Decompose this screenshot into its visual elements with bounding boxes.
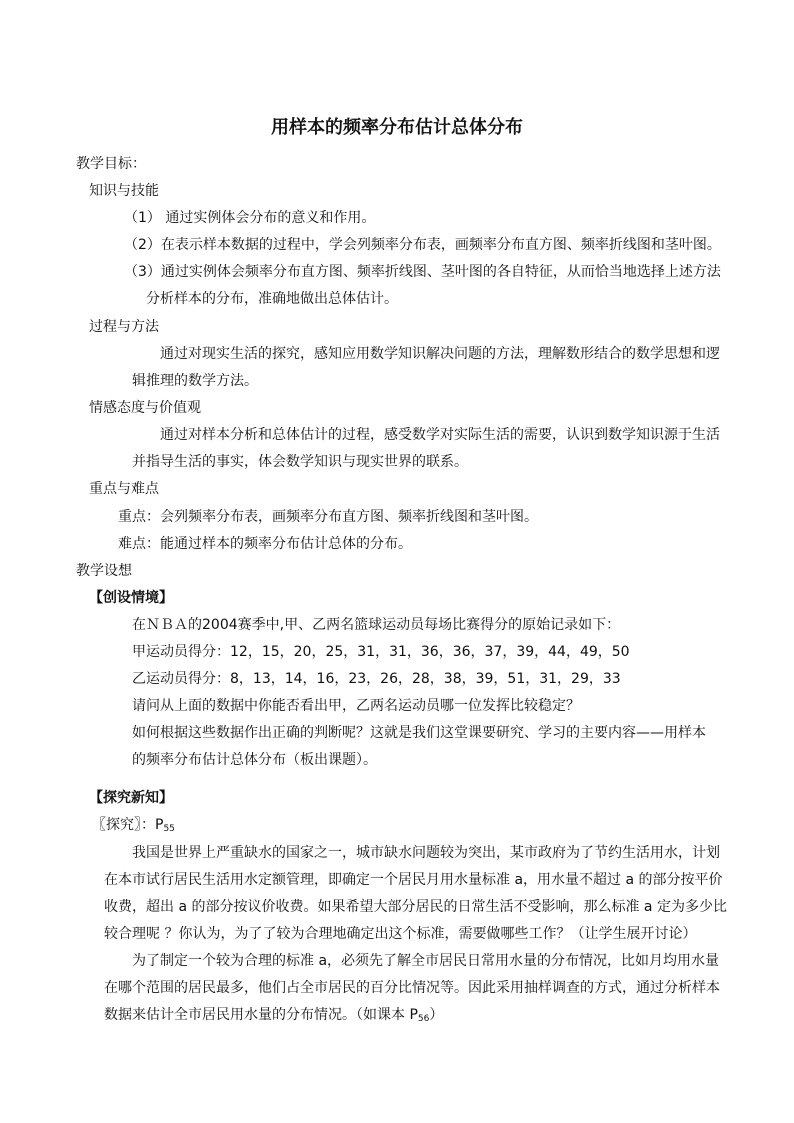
scenario-line-6: 的频率分布估计总体分布（板出课题）。 — [132, 752, 377, 768]
attitude-line-1: 通过对样本分析和总体估计的过程，感受数学对实际生活的需要，认识到数学知识源于生活 — [160, 427, 720, 443]
scenario-line-5: 如何根据这些数据作出正确的判断呢？这就是我们这堂课要研究、学习的主要内容——用样本 — [132, 725, 706, 741]
process-line-2: 辑推理的数学方法。 — [132, 373, 258, 389]
focus-difficulty: 难点：能通过样本的频率分布估计总体的分布。 — [118, 536, 412, 552]
knowledge-item-3-cont: 分析样本的分布，准确地做出总体估计。 — [146, 291, 398, 307]
process-line-1: 通过对现实生活的探究，感知应用数学知识解决问题的方法，理解数形结合的数学思想和逻 — [160, 346, 720, 362]
explore-label — [92, 816, 175, 838]
explore-para1-line-4: 较合理呢 ？你认为，为了了较为合理地确定出这个标准，需要做哪些工作？（让学生展开讨论） — [104, 926, 697, 942]
explore-label-page: 55 — [163, 824, 175, 834]
scenario-question: 请问从上面的数据中你能否看出甲，乙两名运动员哪一位发挥比较稳定？ — [132, 698, 580, 714]
knowledge-heading: 知识与技能 — [89, 183, 159, 199]
attitude-heading: 情感态度与价值观 — [89, 400, 201, 416]
explore-para2-line-3-text: 数据来估计全市居民用水量的分布情况。（如课本 P — [104, 1007, 418, 1023]
explore-para1-line-2: 在本市试行居民生活用水定额管理，即确定一个居民月用水量标准 a，用水量不超过 a 的部分按平价 — [104, 872, 723, 888]
knowledge-item-1: （1） 通过实例体会分布的意义和作用。 — [124, 210, 376, 226]
explore-para1-line-3: 收费，超出 a 的部分按议价收费。如果希望大部分居民的日常生活不受影响，那么标准 a 定为多少比 — [104, 899, 727, 915]
explore-label-text: 〖探究〗：P — [92, 817, 164, 833]
scenario-scores-a: 甲运动员得分：12，15，20，25，31，31，36，36，37，39，44，49，50 — [132, 644, 630, 660]
knowledge-item-2: （2）在表示样本数据的过程中，学会列频率分布表，画频率分布直方图、频率折线图和茎叶图。 — [124, 237, 721, 253]
process-heading: 过程与方法 — [89, 319, 159, 335]
explore-para2-line-3-end: ） — [429, 1007, 444, 1023]
explore-para2-page: 56 — [417, 1014, 430, 1024]
explore-para2-line-3 — [104, 1006, 443, 1028]
focus-key: 重点：会列频率分布表，画频率分布直方图、频率折线图和茎叶图。 — [118, 509, 538, 525]
explore-para2-line-2: 在哪个范围的居民最多，他们占全市居民的百分比情况等。因此采用抽样调查的方式，通过分析样本 — [104, 980, 720, 996]
scenario-line-1: 在ＮＢＡ的2004赛季中,甲、乙两名篮球运动员每场比赛得分的原始记录如下： — [132, 617, 621, 633]
scenario-scores-b: 乙运动员得分：8，13，14，16，23，26，28，38，39，51，31，29，33 — [132, 671, 621, 687]
document-title: 用样本的频率分布估计总体分布 — [271, 117, 523, 138]
explore-para1-line-1: 我国是世界上严重缺水的国家之一，城市缺水问题较为突出，某市政府为了节约生活用水，计划 — [132, 845, 720, 861]
attitude-line-2: 并指导生活的事实，体会数学知识与现实世界的联系。 — [132, 454, 468, 470]
focus-heading: 重点与难点 — [89, 481, 159, 497]
explore-para2-line-1: 为了制定一个较为合理的标准 a，必须先了解全市居民日常用水量的分布情况，比如月均用水量 — [132, 953, 720, 969]
scenario-heading: 【创设情境】 — [89, 590, 173, 606]
design-heading: 教学设想 — [76, 563, 132, 579]
objectives-heading: 教学目标： — [76, 156, 146, 172]
explore-heading: 【探究新知】 — [89, 790, 173, 806]
knowledge-item-3: （3）通过实例体会频率分布直方图、频率折线图、茎叶图的各自特征，从而恰当地选择上述方法 — [124, 264, 721, 280]
